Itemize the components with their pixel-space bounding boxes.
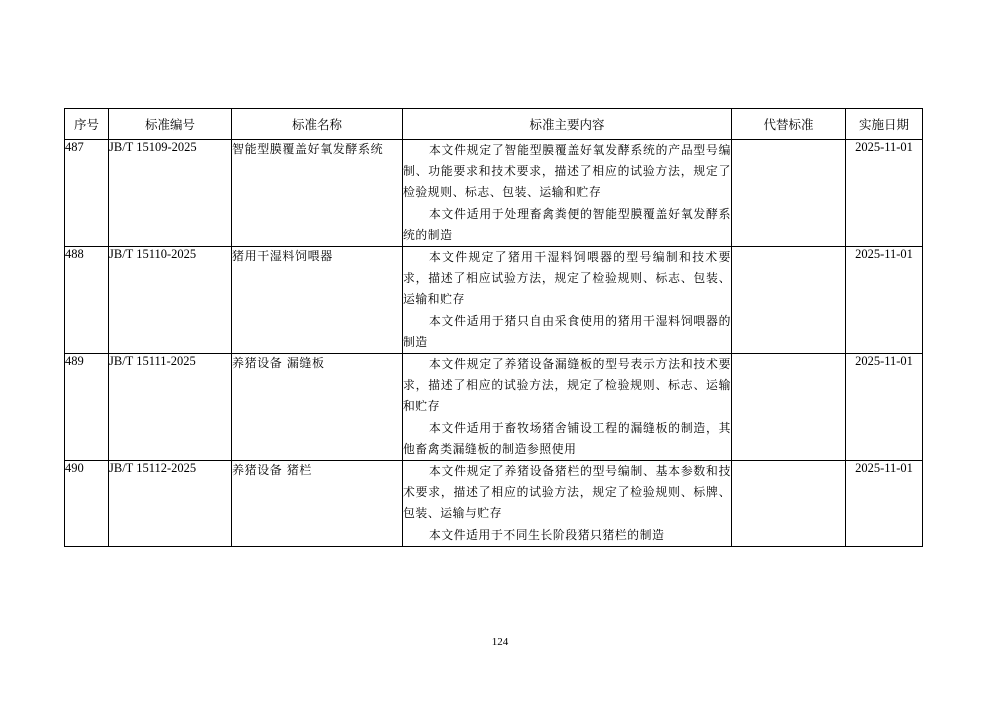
- content-paragraph: 本文件规定了猪用干湿料饲喂器的型号编制和技术要求，描述了相应试验方法，规定了检验规则、标志、包装、运输和贮存: [403, 250, 731, 307]
- row-date: 2025-11-01: [846, 140, 923, 247]
- table-row: [65, 354, 923, 461]
- row-date: 2025-11-01: [846, 354, 923, 461]
- row-replace: [732, 140, 846, 247]
- row-name: 养猪设备 猪栏: [232, 461, 403, 547]
- row-content: [403, 140, 732, 247]
- row-content: [403, 461, 732, 547]
- content-paragraph: 本文件适用于不同生长阶段猪只猪栏的制造: [428, 527, 665, 542]
- row-name: 猪用干湿料饲喂器: [232, 247, 403, 354]
- standards-table: [64, 108, 923, 547]
- header-replace: 代替标准: [732, 109, 846, 140]
- table-header-row: [65, 109, 923, 140]
- header-no: 序号: [65, 109, 109, 140]
- row-code: JB/T 15111-2025: [109, 354, 232, 461]
- row-no: 489: [65, 354, 109, 461]
- row-code: JB/T 15110-2025: [109, 247, 232, 354]
- header-date: 实施日期: [846, 109, 923, 140]
- row-content: [403, 247, 732, 354]
- table-row: [65, 247, 923, 354]
- table-row: [65, 140, 923, 247]
- row-date: 2025-11-01: [846, 247, 923, 354]
- header-content: 标准主要内容: [403, 109, 732, 140]
- row-no: 487: [65, 140, 109, 247]
- row-code: JB/T 15112-2025: [109, 461, 232, 547]
- content-paragraph: 本文件规定了养猪设备漏缝板的型号表示方法和技术要求，描述了相应的试验方法，规定了检验规则、标志、运输和贮存: [403, 357, 731, 414]
- content-paragraph: 本文件适用于处理畜禽粪便的智能型膜覆盖好氧发酵系统的制造: [403, 206, 731, 242]
- row-no: 490: [65, 461, 109, 547]
- row-no: 488: [65, 247, 109, 354]
- row-replace: [732, 247, 846, 354]
- row-name: 智能型膜覆盖好氧发酵系统: [232, 140, 403, 247]
- content-paragraph: 本文件规定了智能型膜覆盖好氧发酵系统的产品型号编制、功能要求和技术要求，描述了相应的试验方法，规定了检验规则、标志、包装、运输和贮存: [403, 143, 731, 200]
- row-replace: [732, 461, 846, 547]
- content-paragraph: 本文件规定了养猪设备猪栏的型号编制、基本参数和技术要求，描述了相应的试验方法，规定了检验规则、标牌、包装、运输与贮存: [403, 464, 731, 521]
- table-row: [65, 461, 923, 547]
- content-paragraph: 本文件适用于畜牧场猪舍铺设工程的漏缝板的制造，其他畜禽类漏缝板的制造参照使用: [403, 420, 731, 456]
- content-paragraph: 本文件适用于猪只自由采食使用的猪用干湿料饲喂器的制造: [403, 313, 731, 349]
- row-replace: [732, 354, 846, 461]
- header-code: 标准编号: [109, 109, 232, 140]
- page-number: 124: [491, 636, 509, 648]
- row-code: JB/T 15109-2025: [109, 140, 232, 247]
- row-date: 2025-11-01: [846, 461, 923, 547]
- row-content: [403, 354, 732, 461]
- row-name: 养猪设备 漏缝板: [232, 354, 403, 461]
- header-name: 标准名称: [232, 109, 403, 140]
